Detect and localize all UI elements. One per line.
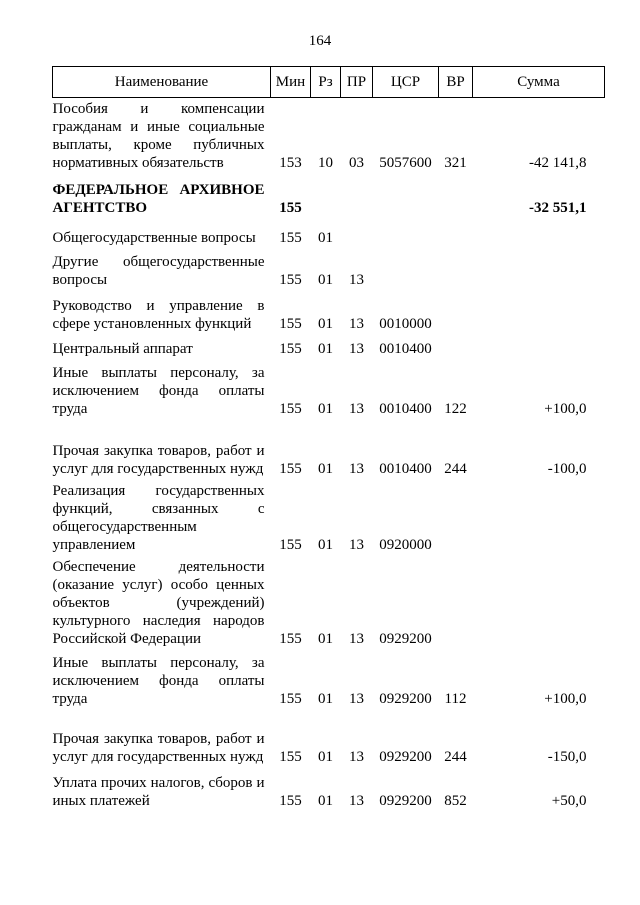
row-pr: 13 [349,316,364,332]
row-name: Уплата прочих налогов, сборов и иных платежей [52,775,265,809]
row-vr: 122 [444,401,467,417]
row-sum [473,482,605,558]
row-vr: 112 [444,691,467,707]
row-csr: 0010400 [379,401,432,417]
row-pr: 13 [349,272,364,288]
row-pr: 13 [349,461,364,477]
row-pr: 03 [349,155,364,171]
header-pr: ПР [341,67,373,98]
page-number: 164 [308,33,332,49]
row-name: Руководство и управление в сфере установленных функций [52,298,265,332]
row-vr [439,176,473,221]
row-name: Обеспечение деятельности (оказание услуг) особо ценных объектов (учреждений) культурного наследия народов Российской Федерации [52,559,265,647]
row-vr: 244 [444,461,467,477]
row-vr [439,337,473,362]
row-rz: 01 [318,537,333,553]
row-min: 155 [279,230,302,246]
row-min: 155 [279,631,302,647]
row-rz: 10 [318,155,333,171]
table-row [53,98,605,177]
row-pr: 13 [349,631,364,647]
row-min: 153 [279,155,302,171]
row-csr [373,221,439,251]
row-vr: 321 [444,155,467,171]
row-min: 155 [279,793,302,809]
row-vr [439,293,473,337]
row-csr: 0929200 [379,691,432,707]
row-sum [473,251,605,293]
header-min: Мин [271,67,311,98]
header-csr: ЦСР [373,67,439,98]
row-min: 155 [279,461,302,477]
row-name: Иные выплаты персоналу, за исключением фонда оплаты труда [52,365,265,417]
budget-table [52,66,605,814]
header-vr: ВР [439,67,473,98]
row-rz [311,176,341,221]
table-row [53,422,605,482]
table-row [53,251,605,293]
row-min: 155 [279,537,302,553]
row-sum: -150,0 [547,749,587,765]
row-vr: 244 [444,749,467,765]
row-rz: 01 [318,341,333,357]
table-row [53,362,605,422]
row-csr [373,176,439,221]
row-pr: 13 [349,793,364,809]
table-row [53,482,605,558]
table-row [53,337,605,362]
row-pr: 13 [349,749,364,765]
row-min: 155 [279,341,302,357]
row-sum [473,221,605,251]
header-sum: Сумма [473,67,605,98]
row-name: Реализация государственных функций, связанных с общегосударственным управлением [52,483,265,553]
row-name: Прочая закупка товаров, работ и услуг для государственных нужд [52,731,265,765]
table-row [53,221,605,251]
row-rz: 01 [318,272,333,288]
row-min: 155 [279,691,302,707]
row-sum [473,293,605,337]
row-sum: +50,0 [551,793,587,809]
row-rz: 01 [318,230,333,246]
header-row [53,67,605,98]
row-csr: 0929200 [379,749,432,765]
row-rz: 01 [318,631,333,647]
table-row [53,712,605,770]
row-sum: +100,0 [544,401,587,417]
row-min: 155 [279,316,302,332]
row-rz: 01 [318,749,333,765]
row-name: Центральный аппарат [52,341,193,357]
row-pr: 13 [349,691,364,707]
row-csr: 0010000 [379,316,432,332]
row-name: Общегосударственные вопросы [52,230,256,246]
row-csr: 5057600 [379,155,432,171]
row-name: Иные выплаты персоналу, за исключением фонда оплаты труда [52,655,265,707]
row-pr: 13 [349,537,364,553]
row-csr: 0929200 [379,793,432,809]
row-vr [439,251,473,293]
row-name: Прочая закупка товаров, работ и услуг для государственных нужд [52,443,265,477]
row-min: 155 [279,200,302,216]
table-row [53,770,605,814]
row-pr: 13 [349,341,364,357]
header-rz: Рз [311,67,341,98]
row-rz: 01 [318,691,333,707]
table-row [53,293,605,337]
row-csr: 0010400 [379,461,432,477]
row-vr [439,221,473,251]
row-vr: 852 [444,793,467,809]
row-name: Пособия и компенсации гражданам и иные социальные выплаты, кроме публичных нормативных обязательств [52,101,265,171]
row-csr [373,251,439,293]
row-vr [439,558,473,652]
row-name: ФЕДЕРАЛЬНОЕ АРХИВНОЕ АГЕНТСТВО [52,182,265,216]
row-pr [341,176,373,221]
row-csr: 0929200 [379,631,432,647]
table-row [53,558,605,652]
row-min: 155 [279,749,302,765]
row-rz: 01 [318,461,333,477]
row-sum [473,337,605,362]
row-vr [439,482,473,558]
row-rz: 01 [318,793,333,809]
table-row [53,652,605,712]
row-name: Другие общегосударственные вопросы [52,254,265,288]
row-pr [341,221,373,251]
row-min: 155 [279,401,302,417]
row-csr: 0920000 [379,537,432,553]
row-sum: -32 551,1 [529,200,587,216]
row-pr: 13 [349,401,364,417]
row-sum: -100,0 [547,461,587,477]
table-body [53,98,605,815]
row-sum [473,558,605,652]
table-row [53,176,605,221]
row-rz: 01 [318,401,333,417]
row-rz: 01 [318,316,333,332]
row-csr: 0010400 [379,341,432,357]
row-sum: +100,0 [544,691,587,707]
table-header [53,67,605,98]
row-min: 155 [279,272,302,288]
row-sum: -42 141,8 [529,155,587,171]
header-name: Наименование [53,67,271,98]
